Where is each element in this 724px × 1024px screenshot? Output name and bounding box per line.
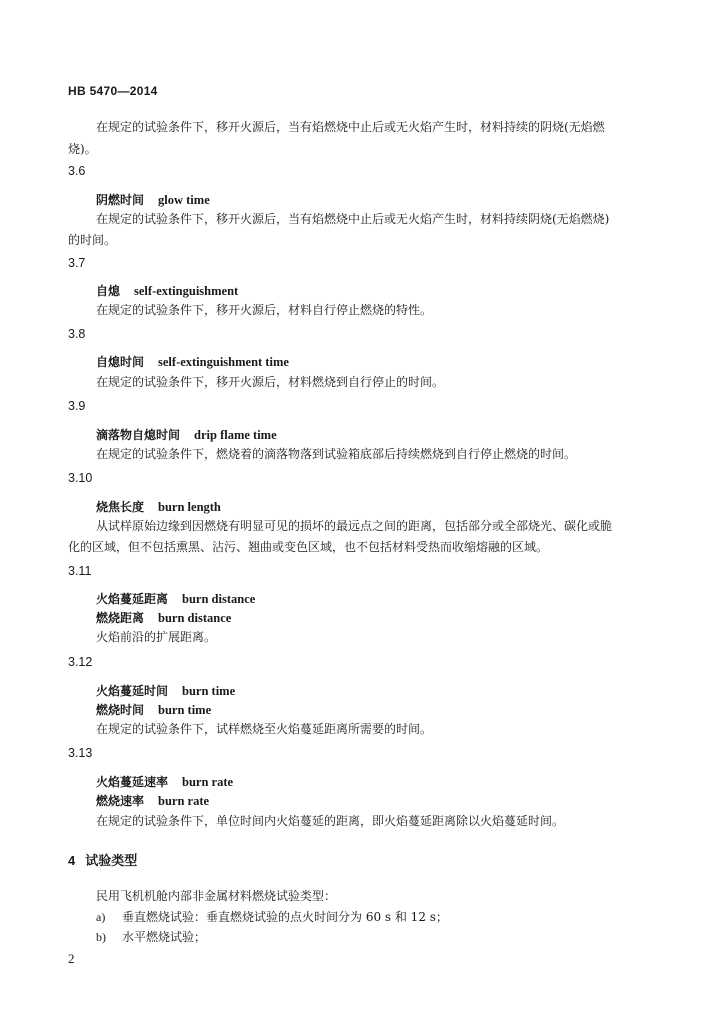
list-item-text: 垂直燃烧试验：垂直燃烧试验的点火时间分为 60 s 和 12 s； <box>122 910 448 924</box>
term-heading <box>96 353 289 370</box>
term-en: burn time <box>158 703 212 717</box>
term-zh: 燃烧时间 <box>96 703 145 717</box>
list-item-text: 水平燃烧试验； <box>122 930 207 944</box>
term-en: burn distance <box>158 611 232 625</box>
clause-number: 3.8 <box>68 327 86 341</box>
clause-number: 3.7 <box>68 256 86 270</box>
term-heading <box>96 282 238 299</box>
list-item <box>96 908 448 925</box>
clause-number: 3.6 <box>68 164 86 178</box>
intro-line-continued: 烧)。 <box>68 142 97 156</box>
term-zh: 燃烧距离 <box>96 611 145 625</box>
term-heading <box>96 498 221 515</box>
term-zh: 火焰蔓延距离 <box>96 592 169 606</box>
term-zh: 烧焦长度 <box>96 500 145 514</box>
term-zh: 阴燃时间 <box>96 193 145 207</box>
term-heading <box>96 191 210 208</box>
term-zh: 火焰蔓延速率 <box>96 775 169 789</box>
term-en: self-extinguishment <box>134 284 239 298</box>
term-heading-synonym <box>96 792 209 809</box>
term-zh: 自熄 <box>96 284 121 298</box>
section-title: 试验类型 <box>85 854 138 869</box>
definition-line: 从试样原始边缘到因燃烧有明显可见的损坏的最远点之间的距离，包括部分或全部烧光、碳化或脆 <box>96 519 613 533</box>
term-heading <box>96 773 233 790</box>
term-zh: 自熄时间 <box>96 355 145 369</box>
clause-number: 3.9 <box>68 399 86 413</box>
term-heading <box>96 590 255 607</box>
page-number: 2 <box>68 951 75 966</box>
term-en: burn rate <box>158 794 210 808</box>
term-en: self-extinguishment time <box>158 355 289 369</box>
definition-line: 在规定的试验条件下，移开火源后，材料燃烧到自行停止的时间。 <box>96 375 445 389</box>
section-number: 4 <box>68 853 76 868</box>
definition-line-continued: 化的区域，但不包括熏黑、沾污、翘曲或变色区域，也不包括材料受热而收缩熔融的区域。 <box>68 540 549 554</box>
definition-line: 在规定的试验条件下，试样燃烧至火焰蔓延距离所需要的时间。 <box>96 722 433 736</box>
clause-number: 3.11 <box>68 564 92 578</box>
term-en: glow time <box>158 193 210 207</box>
term-heading <box>96 682 235 699</box>
clause-number: 3.10 <box>68 471 93 485</box>
term-heading-synonym <box>96 609 231 626</box>
term-en: burn time <box>182 684 236 698</box>
definition-line: 火焰前沿的扩展距离。 <box>96 630 217 644</box>
list-item-label: a) <box>96 910 106 924</box>
section-intro: 民用飞机机舱内部非金属材料燃烧试验类型： <box>96 889 337 903</box>
clause-number: 3.13 <box>68 746 93 760</box>
section-heading <box>68 850 137 869</box>
definition-line-continued: 的时间。 <box>68 233 117 247</box>
clause-number: 3.12 <box>68 655 93 669</box>
term-heading <box>96 426 277 443</box>
term-en: burn length <box>158 500 221 514</box>
list-item-label: b) <box>96 930 106 944</box>
term-zh: 燃烧速率 <box>96 794 145 808</box>
list-item <box>96 928 206 945</box>
document-code: HB 5470—2014 <box>68 84 158 98</box>
definition-line: 在规定的试验条件下，移开火源后，当有焰燃烧中止后或无火焰产生时，材料持续阴烧(无焰燃烧) <box>96 212 610 226</box>
term-zh: 滴落物自熄时间 <box>96 428 181 442</box>
definition-line: 在规定的试验条件下，燃烧着的滴落物落到试验箱底部后持续燃烧到自行停止燃烧的时间。 <box>96 447 577 461</box>
term-en: burn rate <box>182 775 234 789</box>
definition-line: 在规定的试验条件下，移开火源后，材料自行停止燃烧的特性。 <box>96 303 433 317</box>
intro-line: 在规定的试验条件下，移开火源后，当有焰燃烧中止后或无火焰产生时，材料持续的阴烧(无焰燃 <box>96 120 605 134</box>
term-en: drip flame time <box>194 428 277 442</box>
term-en: burn distance <box>182 592 256 606</box>
definition-line: 在规定的试验条件下，单位时间内火焰蔓延的距离，即火焰蔓延距离除以火焰蔓延时间。 <box>96 814 565 828</box>
term-zh: 火焰蔓延时间 <box>96 684 169 698</box>
term-heading-synonym <box>96 701 211 718</box>
